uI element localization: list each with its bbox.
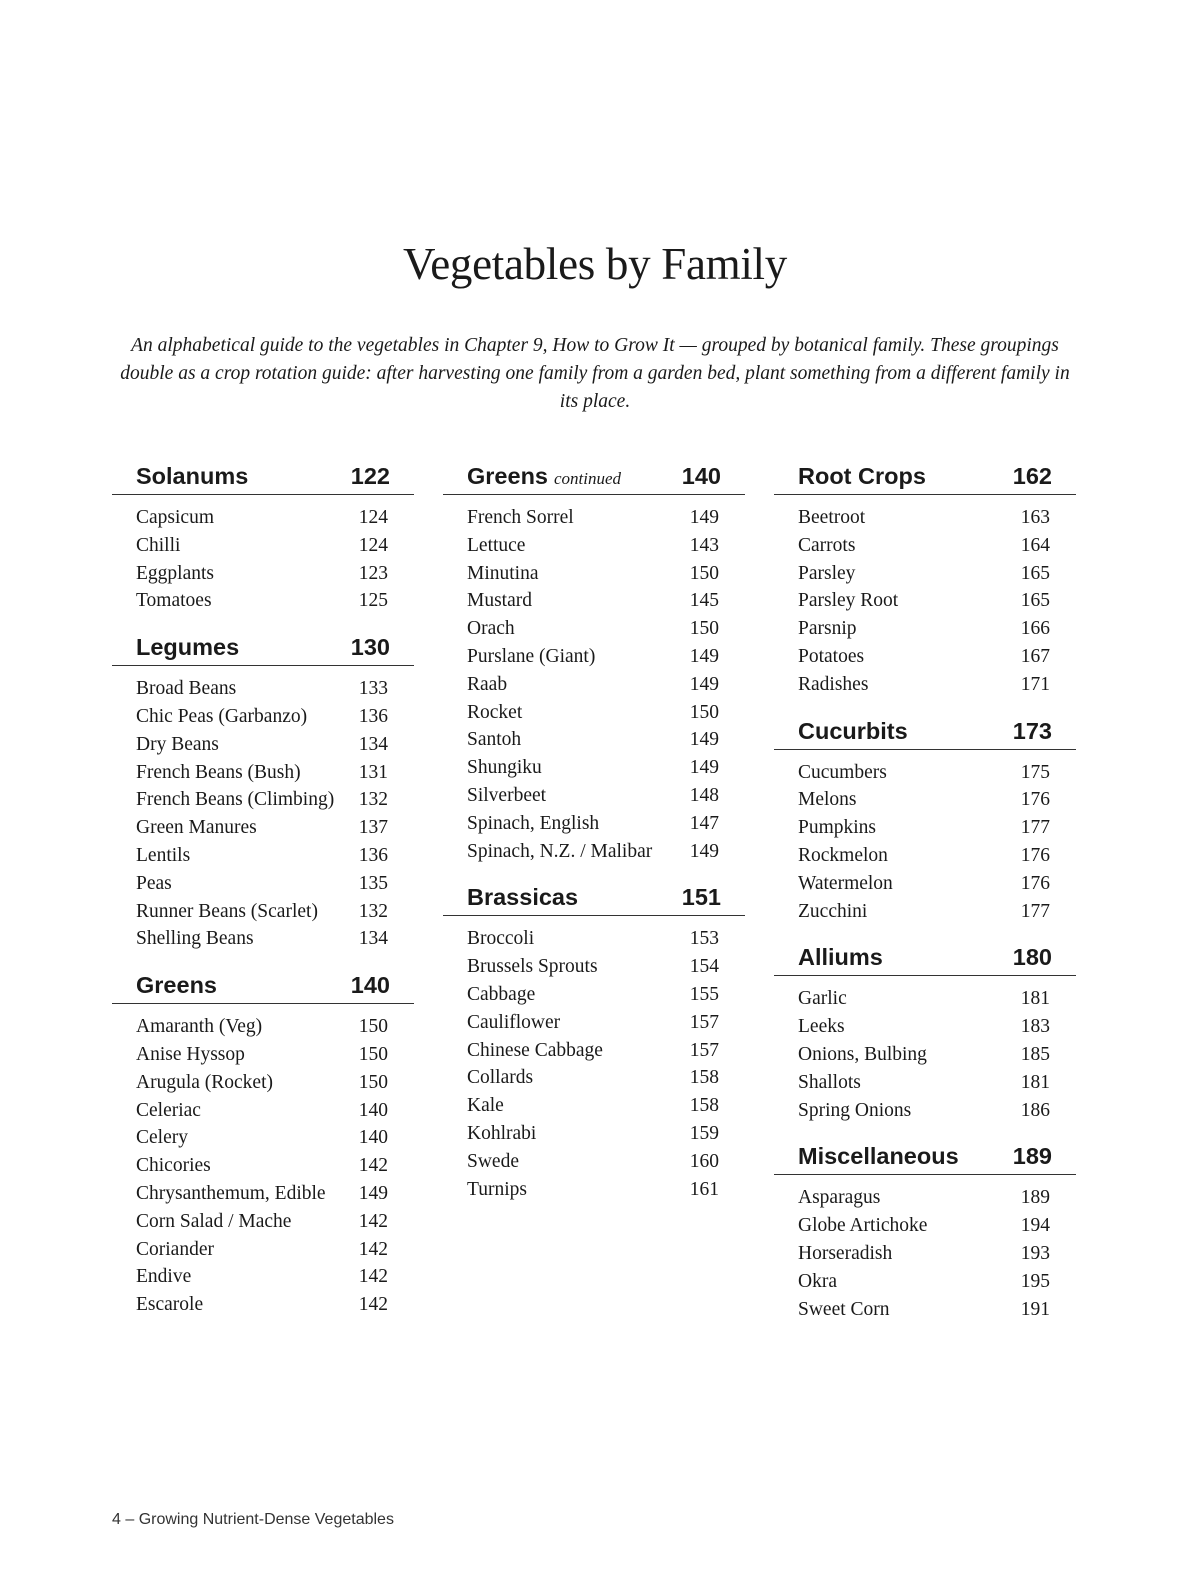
vegetable-row [112,587,414,615]
vegetable-row [443,504,745,532]
vegetable-name: Spinach, N.Z. / Malibar [467,840,653,862]
vegetable-page: 131 [358,761,388,783]
vegetable-name: Chicories [136,1155,211,1177]
vegetable-row [112,898,414,926]
vegetable-name: Shallots [798,1071,861,1093]
vegetable-page: 150 [689,562,719,584]
family-page: 122 [350,463,390,489]
index-column-1 [112,458,414,1333]
vegetable-page: 177 [1020,817,1050,839]
vegetable-name: Cucumbers [798,761,887,783]
vegetable-row [774,532,1076,560]
vegetable-page: 176 [1020,789,1050,811]
vegetable-row [774,560,1076,588]
family-name: Solanums [136,463,249,489]
vegetable-row [112,1152,414,1180]
vegetable-name: Cabbage [467,983,536,1005]
vegetable-name: Lentils [136,844,191,866]
vegetable-row [443,981,745,1009]
family-page: 130 [350,634,390,661]
vegetable-name: Parsnip [798,618,857,640]
vegetable-row [112,1291,414,1319]
vegetable-page: 189 [1020,1187,1050,1209]
vegetable-page: 134 [358,733,388,755]
vegetable-name: Broccoli [467,928,535,950]
family-name: Brassicas [467,884,579,911]
vegetable-page: 148 [689,784,719,806]
vegetable-page: 185 [1020,1043,1050,1065]
vegetable-row [443,1064,745,1092]
vegetable-page: 125 [358,590,388,612]
family-heading-left [798,939,883,979]
family-heading-left [798,713,908,753]
vegetable-row [443,560,745,588]
vegetable-row [774,587,1076,615]
vegetable-page: 158 [689,1067,719,1089]
vegetable-row [112,1097,414,1125]
vegetable-page: 149 [689,645,719,667]
vegetable-row [774,643,1076,671]
vegetable-row [443,726,745,754]
vegetable-page: 159 [689,1122,719,1144]
vegetable-page: 164 [1020,534,1050,556]
vegetable-row [443,587,745,615]
page-footer: 4 – Growing Nutrient-Dense Vegetables [112,1511,394,1528]
family-name: Greens [467,463,548,489]
family-section [112,967,414,1319]
vegetable-row [112,1236,414,1264]
family-heading-left [467,458,621,498]
vegetable-page: 124 [358,534,388,556]
vegetable-name: Cauliflower [467,1011,561,1033]
vegetable-name: Pumpkins [798,817,877,839]
vegetable-name: Spring Onions [798,1099,912,1121]
vegetable-page: 157 [689,1039,719,1061]
vegetable-row [774,870,1076,898]
family-heading [774,939,1076,976]
vegetable-page: 149 [689,507,719,528]
vegetable-row [112,925,414,953]
vegetable-name: Horseradish [798,1242,893,1264]
vegetable-name: Melons [798,789,857,811]
vegetable-name: Collards [467,1067,534,1089]
vegetable-row [112,731,414,759]
vegetable-row [112,1041,414,1069]
vegetable-row [112,870,414,898]
vegetable-name: Runner Beans (Scarlet) [136,900,318,922]
family-section [774,713,1076,926]
vegetable-page: 142 [358,1210,388,1232]
vegetable-name: Chilli [136,534,181,556]
vegetable-row [774,1296,1076,1324]
vegetable-page: 136 [358,705,388,727]
vegetable-name: Orach [467,618,515,640]
vegetable-row [443,615,745,643]
vegetable-page: 183 [1020,1016,1050,1038]
vegetable-name: Leeks [798,1016,845,1038]
vegetable-page: 149 [358,1182,388,1204]
vegetable-row [443,754,745,782]
vegetable-name: Celeriac [136,1099,201,1121]
vegetable-name: Capsicum [136,507,214,528]
vegetable-name: Santoh [467,729,522,751]
family-section [774,939,1076,1124]
vegetable-row [112,1208,414,1236]
vegetable-row [443,953,745,981]
vegetable-row [443,699,745,727]
vegetable-page: 193 [1020,1242,1050,1264]
vegetable-name: Eggplants [136,562,214,584]
vegetable-name: Brussels Sprouts [467,956,598,978]
vegetable-name: Shelling Beans [136,928,254,950]
vegetable-row [112,1069,414,1097]
vegetable-row [774,504,1076,532]
family-page: 151 [681,884,721,911]
vegetable-name: Chic Peas (Garbanzo) [136,705,308,727]
vegetable-name: Escarole [136,1294,204,1316]
family-section [443,879,745,1203]
family-page: 140 [350,972,390,999]
vegetable-page: 142 [358,1155,388,1177]
index-column-3 [774,458,1076,1337]
vegetable-page: 181 [1020,1071,1050,1093]
vegetable-page: 149 [689,757,719,779]
vegetable-page: 157 [689,1011,719,1033]
family-heading-left [798,458,926,498]
vegetable-page: 171 [1020,673,1050,695]
vegetable-name: Kale [467,1095,504,1117]
vegetable-page: 165 [1020,590,1050,612]
vegetable-name: Swede [467,1150,519,1172]
vegetable-row [443,1120,745,1148]
vegetable-name: Spinach, English [467,812,600,834]
family-section [774,458,1076,699]
vegetable-page: 140 [358,1099,388,1121]
vegetable-row [112,504,414,532]
vegetable-page: 124 [358,507,388,528]
vegetable-row [112,786,414,814]
vegetable-page: 150 [358,1016,388,1038]
vegetable-page: 142 [358,1266,388,1288]
family-heading-left [798,1138,959,1178]
vegetable-name: Okra [798,1270,837,1292]
vegetable-name: Parsley Root [798,590,899,612]
vegetable-page: 181 [1020,988,1050,1010]
vegetable-page: 143 [689,534,719,556]
vegetable-page: 177 [1020,900,1050,922]
vegetable-name: Tomatoes [136,590,212,612]
vegetable-page: 149 [689,729,719,751]
vegetable-row [443,671,745,699]
vegetable-row [774,1069,1076,1097]
vegetable-page: 176 [1020,872,1050,894]
family-name: Cucurbits [798,717,908,744]
vegetable-name: Radishes [798,673,869,695]
vegetable-page: 153 [689,928,719,950]
vegetable-name: Garlic [798,988,847,1010]
vegetable-row [443,643,745,671]
vegetable-name: Peas [136,872,172,894]
vegetable-page: 132 [358,789,388,811]
family-page: 180 [1012,944,1052,971]
family-heading-left [136,458,248,498]
vegetable-page: 154 [689,956,719,978]
vegetable-row [112,814,414,842]
family-heading-left [467,879,578,919]
family-heading [112,967,414,1004]
vegetable-row [443,782,745,810]
vegetable-page: 150 [689,701,719,723]
family-section [443,458,745,865]
vegetable-name: Zucchini [798,900,868,922]
family-heading [774,1138,1076,1175]
family-heading [774,713,1076,750]
vegetable-name: Arugula (Rocket) [136,1071,273,1093]
vegetable-name: Lettuce [467,534,526,556]
vegetable-page: 142 [358,1238,388,1260]
vegetable-page: 135 [358,872,388,894]
vegetable-row [443,838,745,866]
family-heading [112,458,414,495]
vegetable-page: 191 [1020,1298,1050,1320]
vegetable-row [774,898,1076,926]
family-page: 162 [1012,463,1052,489]
family-section [112,458,414,615]
vegetable-row [112,703,414,731]
vegetable-row [774,1240,1076,1268]
vegetable-page: 195 [1020,1270,1050,1292]
family-heading [112,629,414,666]
vegetable-row [112,560,414,588]
vegetable-row [774,1041,1076,1069]
vegetable-row [443,1176,745,1204]
vegetable-row [774,615,1076,643]
vegetable-name: Globe Artichoke [798,1215,928,1237]
index-column-2 [443,458,745,1217]
vegetable-row [774,814,1076,842]
vegetable-name: Celery [136,1127,188,1149]
vegetable-name: Purslane (Giant) [467,645,596,667]
vegetable-page: 150 [358,1043,388,1065]
vegetable-row [774,671,1076,699]
vegetable-row [443,810,745,838]
vegetable-name: Chinese Cabbage [467,1039,603,1061]
family-page: 189 [1012,1143,1052,1170]
vegetable-name: Asparagus [798,1187,881,1209]
vegetable-name: Potatoes [798,645,865,667]
vegetable-page: 150 [689,618,719,640]
vegetable-name: Mustard [467,590,532,612]
vegetable-page: 149 [689,840,719,862]
vegetable-page: 166 [1020,618,1050,640]
family-name: Greens [136,972,217,999]
vegetable-name: Silverbeet [467,784,547,806]
vegetable-page: 194 [1020,1215,1050,1237]
vegetable-page: 161 [689,1178,719,1200]
vegetable-name: Beetroot [798,507,866,528]
vegetable-row [112,532,414,560]
vegetable-name: Shungiku [467,757,542,779]
vegetable-name: French Beans (Bush) [136,761,301,783]
family-section [112,629,414,953]
vegetable-name: Parsley [798,562,856,584]
vegetable-page: 175 [1020,761,1050,783]
vegetable-name: Sweet Corn [798,1298,890,1320]
vegetable-name: Endive [136,1266,192,1288]
vegetable-name: Watermelon [798,872,893,894]
vegetable-page: 149 [689,673,719,695]
vegetable-page: 176 [1020,844,1050,866]
vegetable-row [112,842,414,870]
vegetable-page: 155 [689,983,719,1005]
vegetable-name: Rockmelon [798,844,888,866]
family-heading-left [136,967,217,1007]
family-heading [443,458,745,495]
intro-paragraph: An alphabetical guide to the vegetables in Chapter 9, How to Grow It — grouped by botanical family. These groupings double as a crop rotation guide: after harvesting one family from a garden bed, plant something from a different family in its place. [120,335,1070,412]
vegetable-row [774,759,1076,787]
vegetable-row [112,1013,414,1041]
vegetable-name: French Beans (Climbing) [136,789,335,811]
family-name: Alliums [798,944,883,971]
vegetable-row [774,1268,1076,1296]
page-title: Vegetables by Family [403,239,787,289]
vegetable-name: Turnips [467,1178,527,1200]
vegetable-row [774,842,1076,870]
family-subtitle: continued [554,469,622,488]
family-section [774,1138,1076,1323]
vegetable-page: 133 [358,678,388,700]
family-page: 173 [1012,717,1052,744]
vegetable-row [112,1124,414,1152]
vegetable-name: Anise Hyssop [136,1043,245,1065]
vegetable-row [443,1148,745,1176]
vegetable-page: 140 [358,1127,388,1149]
vegetable-row [443,1037,745,1065]
vegetable-name: French Sorrel [467,507,574,528]
vegetable-name: Dry Beans [136,733,219,755]
family-heading-left [136,629,239,669]
vegetable-row [112,759,414,787]
family-heading [443,879,745,916]
vegetable-page: 145 [689,590,719,612]
vegetable-row [774,786,1076,814]
family-name: Root Crops [798,463,926,489]
vegetable-page: 158 [689,1095,719,1117]
family-name: Legumes [136,634,240,661]
vegetable-page: 160 [689,1150,719,1172]
vegetable-page: 134 [358,928,388,950]
vegetable-row [774,1097,1076,1125]
vegetable-row [112,1180,414,1208]
vegetable-row [443,532,745,560]
vegetable-name: Carrots [798,534,856,556]
vegetable-name: Amaranth (Veg) [136,1016,263,1038]
vegetable-name: Broad Beans [136,678,237,700]
vegetable-row [774,1212,1076,1240]
vegetable-row [443,1009,745,1037]
vegetable-page: 167 [1020,645,1050,667]
vegetable-page: 163 [1020,507,1050,528]
vegetable-page: 123 [358,562,388,584]
family-name: Miscellaneous [798,1143,959,1170]
vegetable-name: Kohlrabi [467,1122,537,1144]
family-heading [774,458,1076,495]
vegetable-row [443,925,745,953]
vegetable-name: Raab [467,673,508,695]
vegetable-page: 186 [1020,1099,1050,1121]
vegetable-row [443,1092,745,1120]
vegetable-page: 136 [358,844,388,866]
vegetable-name: Chrysanthemum, Edible [136,1182,326,1204]
vegetable-name: Coriander [136,1238,214,1260]
vegetable-page: 142 [358,1294,388,1316]
vegetable-name: Onions, Bulbing [798,1043,927,1065]
vegetable-name: Corn Salad / Mache [136,1210,292,1232]
vegetable-row [774,1184,1076,1212]
vegetable-name: Minutina [467,562,539,584]
vegetable-row [112,675,414,703]
vegetable-name: Rocket [467,701,523,723]
vegetable-page: 137 [358,817,388,839]
vegetable-row [112,1263,414,1291]
vegetable-page: 147 [689,812,719,834]
vegetable-name: Green Manures [136,817,257,839]
family-page: 140 [681,463,721,489]
vegetable-page: 132 [358,900,388,922]
vegetable-page: 165 [1020,562,1050,584]
vegetable-row [774,985,1076,1013]
vegetable-page: 150 [358,1071,388,1093]
vegetable-row [774,1013,1076,1041]
